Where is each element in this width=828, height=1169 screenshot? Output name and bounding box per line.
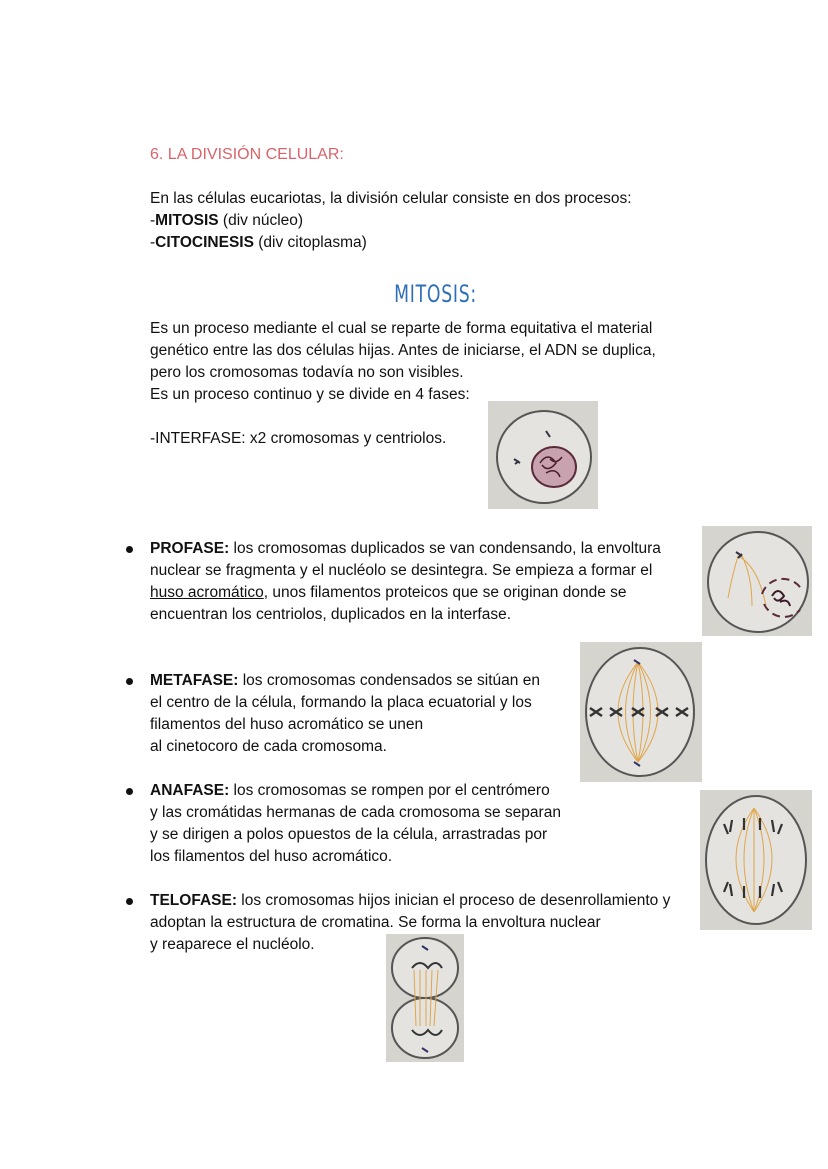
mitosis-title: MITOSIS:: [394, 280, 477, 308]
metafase-text: METAFASE: los cromosomas condensados se sitúan en el centro de la célula, formando la placa ecuatorial y los filamentos del huso acromático se unen al cinetocoro de cada cromosoma.: [150, 672, 540, 755]
citocinesis-line: -CITOCINESIS (div citoplasma): [150, 234, 367, 251]
anafase-cell-image: [700, 790, 812, 930]
bullet: [126, 678, 133, 685]
bullet: [126, 788, 133, 795]
interfase-cell-image: [488, 401, 598, 509]
interfase-text: -INTERFASE: x2 cromosomas y centriolos.: [150, 430, 447, 447]
intro-block: [150, 188, 632, 254]
metafase-cell-image: [580, 642, 702, 782]
paragraph-line: Es un proceso continuo y se divide en 4 fases:: [150, 386, 470, 403]
bullet: [126, 898, 133, 905]
paragraph-line: pero los cromosomas todavía no son visibles.: [150, 364, 464, 381]
intro-line: En las células eucariotas, la división celular consiste en dos procesos:: [150, 190, 632, 207]
telofase-cell-image: [386, 934, 464, 1062]
profase-cell-image: [702, 526, 812, 636]
paragraph-line: genético entre las dos células hijas. Antes de iniciarse, el ADN se duplica,: [150, 342, 656, 359]
profase-text: PROFASE: los cromosomas duplicados se van condensando, la envoltura nuclear se fragmenta y el nucléolo se desintegra. Se empieza a formar el huso acromático, unos filamentos proteicos que se originan donde se encuentran los centriolos, duplicados en la interfase.: [150, 540, 661, 623]
section-heading: 6. LA DIVISIÓN CELULAR:: [150, 146, 344, 163]
telofase-text: TELOFASE: los cromosomas hijos inician el proceso de desenrollamiento y adoptan la estructura de cromatina. Se forma la envoltura nuclear y reaparece el nucléolo.: [150, 892, 671, 953]
mitosis-line: -MITOSIS (div núcleo): [150, 212, 304, 229]
anafase-text: ANAFASE: los cromosomas se rompen por el centrómero y las cromátidas hermanas de cada cromosoma se separan y se dirigen a polos opuestos de la célula, arrastradas por los filamentos del huso acromático.: [150, 782, 561, 865]
mitosis-paragraph: [150, 318, 656, 406]
bullet: [126, 546, 133, 553]
paragraph-line: Es un proceso mediante el cual se reparte de forma equitativa el material: [150, 320, 653, 337]
